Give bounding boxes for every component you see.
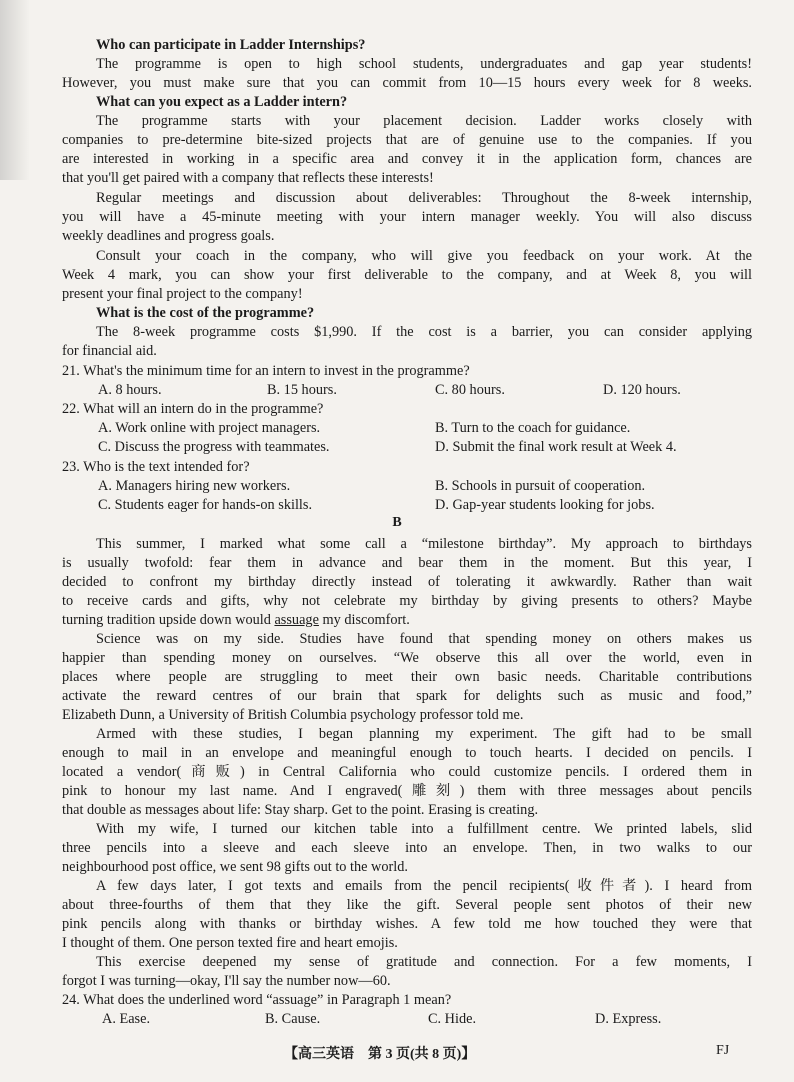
q23-option-d[interactable]: D. Gap-year students looking for jobs. (435, 497, 655, 513)
passage-b-line: to receive cards and gifts, why not celebrate my birthday by giving presents to others? Maybe (62, 593, 752, 609)
q21-option-d[interactable]: D. 120 hours. (603, 382, 681, 398)
passage-a-line: you will have a 45-minute meeting with your intern manager weekly. You will also discuss (62, 209, 752, 225)
passage-b-line: places where people are struggling to meet their own basic needs. Charitable contributions (62, 669, 752, 685)
q21-option-a[interactable]: A. 8 hours. (98, 382, 162, 398)
passage-a-line: are interested in working in a specific area and convey it in the application form, chances are (62, 151, 752, 167)
q24-option-d[interactable]: D. Express. (595, 1011, 662, 1027)
passage-b-line: Elizabeth Dunn, a University of British Columbia psychology professor told me. (62, 707, 524, 723)
q23-option-b[interactable]: B. Schools in pursuit of cooperation. (435, 478, 646, 494)
passage-b-line: This summer, I marked what some call a “milestone birthday”. My approach to birthdays (96, 536, 752, 552)
footer-region-code: FJ (716, 1043, 730, 1058)
q24-option-b[interactable]: B. Cause. (265, 1011, 321, 1027)
passage-a-line: weekly deadlines and progress goals. (62, 228, 275, 244)
q23-option-a[interactable]: A. Managers hiring new workers. (98, 478, 291, 494)
passage-a-line: Week 4 mark, you can show your first deliverable to the company, and at Week 8, you will (62, 267, 752, 283)
passage-a-line: The 8-week programme costs $1,990. If the cost is a barrier, you can consider applying (96, 324, 752, 340)
q22-option-d[interactable]: D. Submit the final work result at Week 4. (435, 439, 677, 455)
passage-b-line: This exercise deepened my sense of gratitude and connection. For a few moments, I (96, 954, 752, 970)
passage-b-line: neighbourhood post office, we sent 98 gifts out to the world. (62, 859, 408, 875)
passage-a-line: for financial aid. (62, 343, 157, 359)
passage-b-line: that double as messages about life: Stay sharp. Get to the point. Erasing is creating. (62, 802, 539, 818)
passage-b-line: happier than spending money on ourselves. “We observe this all over the world, even in (62, 650, 752, 666)
heading-participate: Who can participate in Ladder Internships? (96, 37, 366, 53)
passage-b-line: With my wife, I turned our kitchen table into a fulfillment centre. We printed labels, slid (96, 821, 752, 837)
passage-b-line: is usually twofold: fear them in advance and bear them in the moment. But this year, I (62, 555, 752, 571)
passage-b-line: enough to mail in an envelope and meaningful enough to touch hearts. I decided on pencils. I (62, 745, 752, 761)
passage-b-line: Armed with these studies, I began planning my experiment. The gift had to be small (96, 726, 752, 742)
q24-option-a[interactable]: A. Ease. (102, 1011, 151, 1027)
passage-a-line: that you'll get paired with a company that reflects these interests! (62, 170, 434, 186)
passage-b-line: I thought of them. One person texted fire and heart emojis. (62, 935, 398, 951)
passage-b-line (62, 611, 752, 630)
q22-option-c[interactable]: C. Discuss the progress with teammates. (98, 439, 330, 455)
q22-option-a[interactable]: A. Work online with project managers. (98, 420, 321, 436)
heading-cost: What is the cost of the programme? (96, 305, 315, 321)
passage-a-line: Consult your coach in the company, who will give you feedback on your work. At the (96, 248, 752, 264)
passage-a-line: The programme starts with your placement decision. Ladder works closely with (96, 113, 752, 129)
passage-a-line: The programme is open to high school students, undergraduates and gap year students! (96, 56, 752, 72)
passage-b-line: located a vendor(商贩) in Central California who could customize pencils. I ordered them in (62, 764, 752, 780)
question-21-stem: 21. What's the minimum time for an intern to invest in the programme? (62, 363, 470, 379)
question-24-stem: 24. What does the underlined word “assuage” in Paragraph 1 mean? (62, 992, 452, 1008)
passage-b-text: turning tradition upside down would (62, 612, 275, 628)
passage-b-line: about three-fourths of them that they like the gift. Several people sent photos of their new (62, 897, 752, 913)
underlined-word-assuage: assuage (274, 612, 319, 628)
section-b-label: B (392, 515, 402, 530)
passage-b-line: decided to confront my birthday directly instead of tolerating it awkwardly. Rather than wait (62, 574, 752, 590)
question-23-stem: 23. Who is the text intended for? (62, 459, 250, 475)
footer-page-info: 【高三英语 第 3 页(共 8 页)】 (284, 1047, 476, 1062)
passage-a-line: Regular meetings and discussion about deliverables: Throughout the 8-week internship, (96, 190, 752, 206)
passage-b-line: forgot I was turning—okay, I'll say the number now—60. (62, 973, 391, 989)
q22-option-b[interactable]: B. Turn to the coach for guidance. (435, 420, 631, 436)
passage-b-line: three pencils into a sleeve and each sleeve into an envelope. Then, in two walks to our (62, 840, 752, 856)
passage-a-line: present your final project to the company! (62, 286, 303, 302)
passage-a-line: companies to pre-determine bite-sized projects that are of genuine use to the companies. If you (62, 132, 752, 148)
q24-option-c[interactable]: C. Hide. (428, 1011, 477, 1027)
passage-b-line: pink pencils along with thanks or birthday wishes. A few told me how touched they were that (62, 916, 752, 932)
passage-b-line: Science was on my side. Studies have found that spending money on others makes us (96, 631, 752, 647)
q21-option-c[interactable]: C. 80 hours. (435, 382, 505, 398)
passage-b-text: my discomfort. (318, 612, 410, 628)
passage-b-line: A few days later, I got texts and emails from the pencil recipients(收件者). I heard from (96, 878, 752, 894)
q21-option-b[interactable]: B. 15 hours. (267, 382, 337, 398)
passage-b-line: activate the reward centres of our brain that spark for delights such as music and food,” (62, 688, 752, 704)
passage-b-line: pink to honour my last name. And I engraved(雕刻) them with three messages about pencils (62, 783, 752, 799)
heading-expect: What can you expect as a Ladder intern? (96, 94, 348, 110)
passage-a-line: However, you must make sure that you can commit from 10—15 hours every week for 8 weeks. (62, 75, 752, 91)
q23-option-c[interactable]: C. Students eager for hands-on skills. (98, 497, 313, 513)
scan-shadow (0, 0, 30, 180)
question-22-stem: 22. What will an intern do in the programme? (62, 401, 324, 417)
